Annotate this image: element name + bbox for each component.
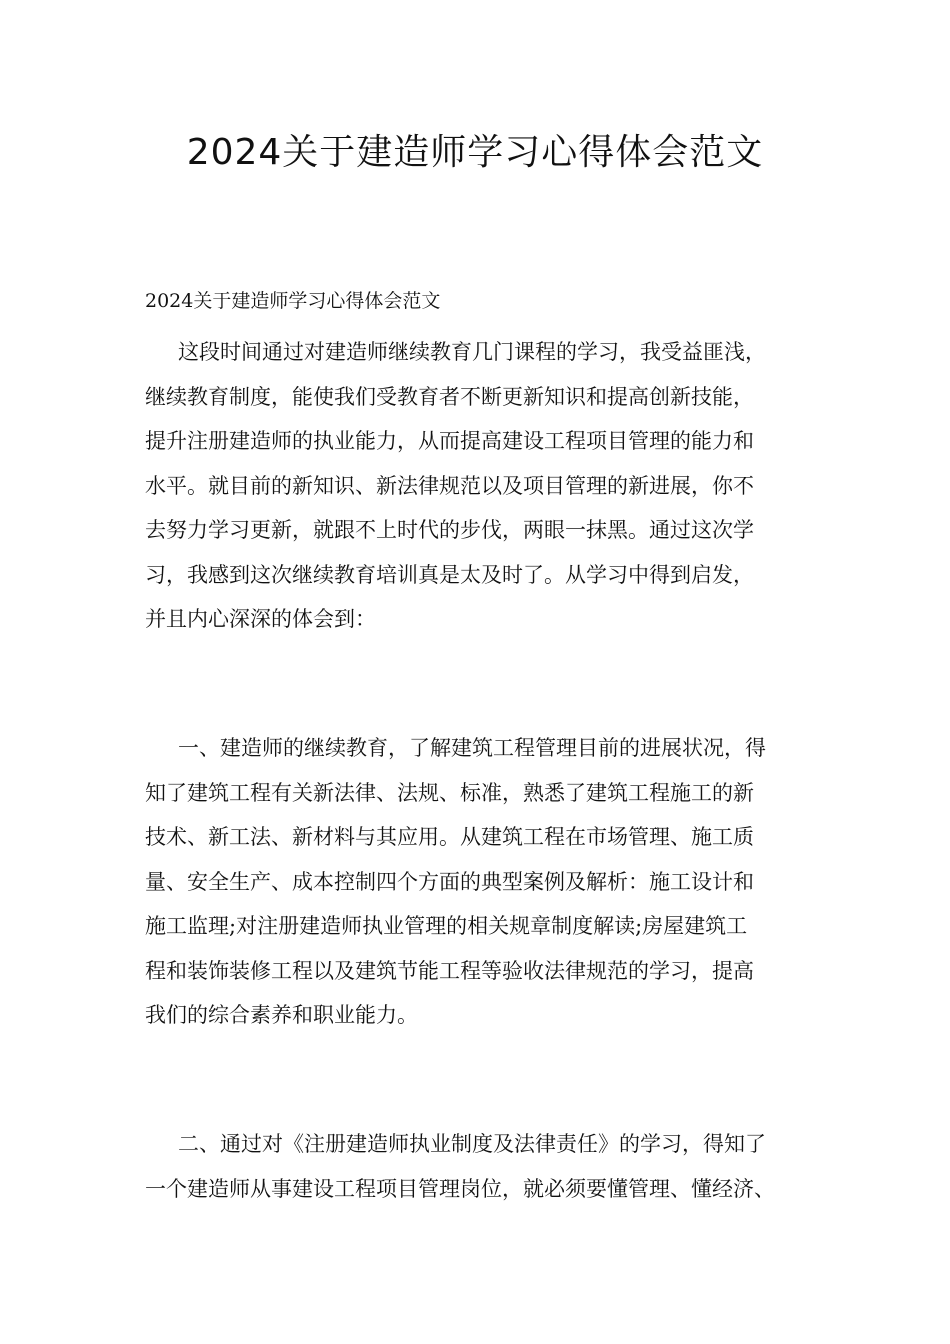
paragraph-line: 我们的综合素养和职业能力。 — [145, 1003, 418, 1027]
document-title: 2024关于建造师学习心得体会范文 — [186, 132, 764, 173]
paragraph-line: 并且内心深深的体会到： — [145, 607, 376, 631]
document-subtitle: 2024关于建造师学习心得体会范文 — [145, 290, 441, 312]
paragraph-line: 技术、新工法、新材料与其应用。从建筑工程在市场管理、施工质 — [145, 825, 754, 849]
paragraph-intro — [145, 330, 810, 642]
paragraph-line: 水平。就目前的新知识、新法律规范以及项目管理的新进展，你不 — [145, 473, 754, 498]
paragraph-line: 去努力学习更新，就跟不上时代的步伐，两眼一抹黑。通过这次学 — [145, 518, 754, 542]
paragraph-section-two — [145, 1122, 810, 1211]
paragraph-line: 二、通过对《注册建造师执业制度及法律责任》的学习，得知了 — [178, 1132, 766, 1156]
paragraph-line: 提升注册建造师的执业能力，从而提高建设工程项目管理的能力和 — [145, 429, 754, 453]
paragraph-line: 施工监理;对注册建造师执业管理的相关规章制度解读;房屋建筑工 — [145, 914, 748, 938]
paragraph-line: 继续教育制度，能使我们受教育者不断更新知识和提高创新技能， — [145, 384, 754, 409]
paragraph-line: 一、建造师的继续教育，了解建筑工程管理目前的进展状况，得 — [178, 736, 766, 760]
paragraph-line: 这段时间通过对建造师继续教育几门课程的学习，我受益匪浅， — [178, 340, 766, 364]
paragraph-line: 程和装饰装修工程以及建筑节能工程等验收法律规范的学习，提高 — [145, 958, 754, 983]
paragraph-line: 知了建筑工程有关新法律、法规、标准，熟悉了建筑工程施工的新 — [145, 780, 754, 805]
paragraph-section-one — [145, 726, 810, 1038]
paragraph-line: 习，我感到这次继续教育培训真是太及时了。从学习中得到启发， — [145, 562, 754, 587]
paragraph-line: 量、安全生产、成本控制四个方面的典型案例及解析：施工设计和 — [145, 869, 754, 894]
paragraph-line: 一个建造师从事建设工程项目管理岗位，就必须要懂管理、懂经济、 — [145, 1176, 775, 1201]
